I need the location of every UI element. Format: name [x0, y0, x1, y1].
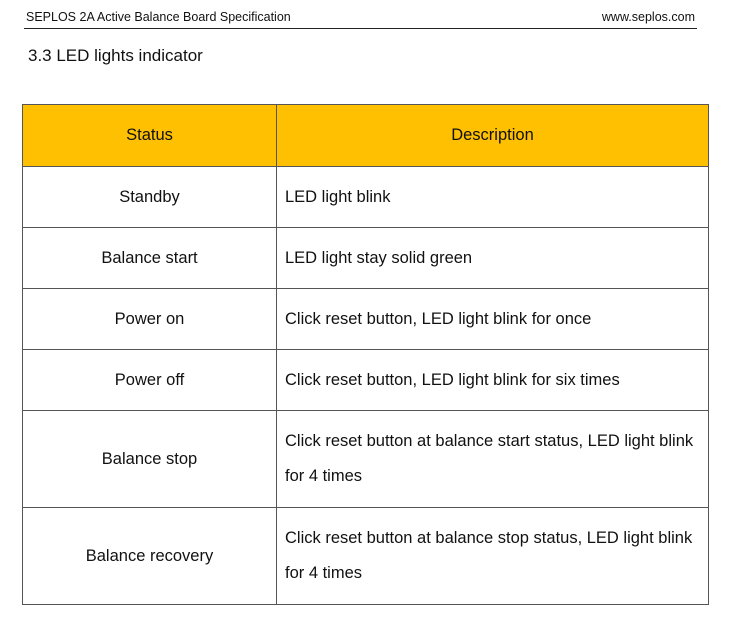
column-header-description: Description	[277, 105, 709, 167]
status-cell: Power off	[23, 350, 277, 411]
description-cell: LED light blink	[277, 167, 709, 228]
table-row	[23, 350, 709, 411]
website-link: www.seplos.com	[601, 10, 695, 24]
description-cell: Click reset button, LED light blink for once	[277, 289, 709, 350]
column-header-status: Status	[23, 105, 277, 167]
description-cell: LED light stay solid green	[277, 228, 709, 289]
status-cell: Balance start	[23, 228, 277, 289]
table-row	[23, 289, 709, 350]
document-title: SEPLOS 2A Active Balance Board Specification	[26, 10, 291, 24]
led-indicator-table	[22, 104, 709, 605]
table-header-row	[23, 105, 709, 167]
page-header	[24, 6, 697, 29]
description-cell: Click reset button at balance start status, LED light blink for 4 times	[277, 411, 709, 508]
table-row	[23, 411, 709, 508]
section-title: 3.3 LED lights indicator	[28, 46, 203, 65]
table-row	[23, 508, 709, 605]
table-row	[23, 167, 709, 228]
description-cell: Click reset button, LED light blink for six times	[277, 350, 709, 411]
table-row	[23, 228, 709, 289]
status-cell: Power on	[23, 289, 277, 350]
description-cell: Click reset button at balance stop status, LED light blink for 4 times	[277, 508, 709, 605]
status-cell: Balance recovery	[23, 508, 277, 605]
status-cell: Standby	[23, 167, 277, 228]
status-cell: Balance stop	[23, 411, 277, 508]
